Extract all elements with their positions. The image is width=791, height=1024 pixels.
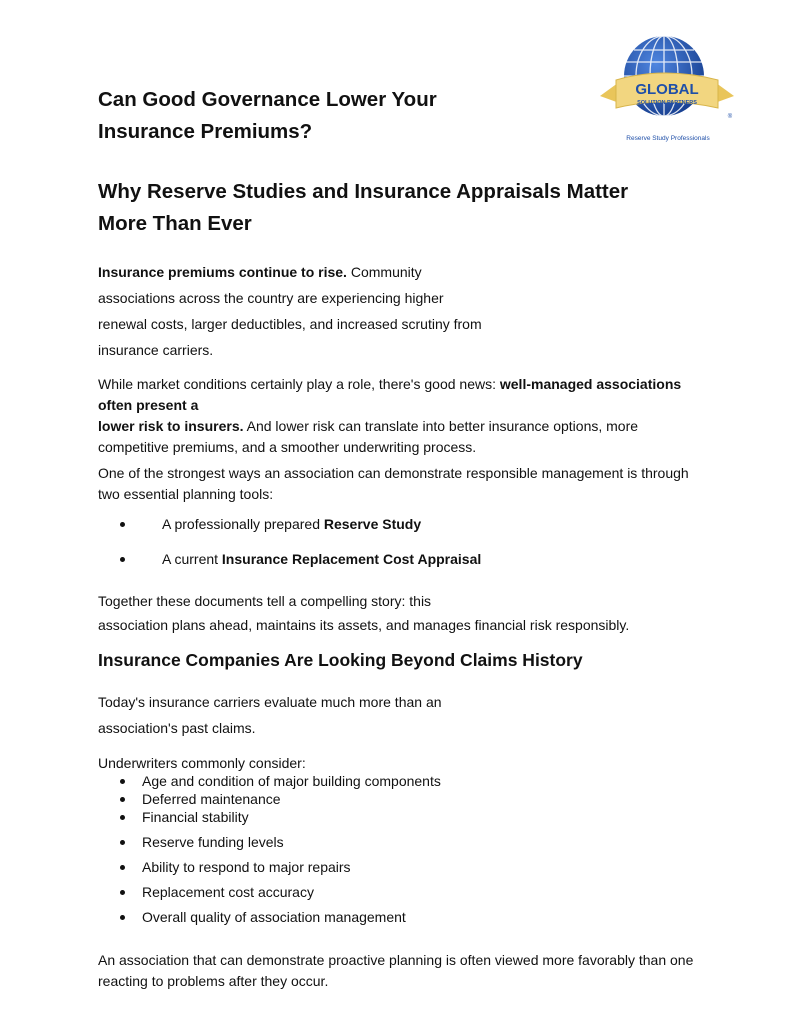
closing-paragraph: An association that can demonstrate proactive planning is often viewed more favorably than one reacting to problems after they occur. [98, 952, 694, 989]
registered-mark: ® [727, 114, 733, 120]
list-item: Ability to respond to major repairs [122, 857, 351, 878]
list-item: Overall quality of association management [122, 907, 406, 928]
good-news-rest: And lower risk can translate into better insurance options, more competitive premiums, and a smoother underwriting process. [98, 418, 639, 455]
compelling-story-paragraph: Together these documents tell a compelling story: this association plans ahead, maintains its assets, and manages financial risk responsibly. [98, 593, 630, 633]
logo-tagline: SOLUTION PARTNERS [637, 100, 697, 106]
list-item: Financial stability [122, 807, 249, 828]
list-item: Deferred maintenance [122, 789, 281, 810]
list-item: Replacement cost accuracy [122, 882, 314, 903]
page-subtitle: Why Reserve Studies and Insurance Appraisals Matter More Than Ever [98, 180, 629, 235]
carriers-paragraph: Today's insurance carriers evaluate much more than an association's past claims. [98, 694, 442, 736]
intro-paragraph [98, 259, 488, 363]
intro-rest: Community associations across the country are experiencing higher renewal costs, larger deductibles, and increased scrutiny from insurance carriers. [98, 264, 482, 358]
tool-item-appraisal: A current Insurance Replacement Cost Appraisal [122, 549, 481, 570]
page-title: Can Good Governance Lower Your Insurance Premiums? [98, 88, 437, 143]
good-news-bold-2: lower risk to insurers. [98, 418, 244, 434]
considerations-intro: Underwriters commonly consider: [98, 755, 306, 771]
good-news-bold-1: well-managed associations often present a [98, 376, 682, 413]
tool-item-reserve-study: A professionally prepared Reserve Study [122, 514, 421, 535]
good-news-start: While market conditions certainly play a role, there's good news: [98, 376, 500, 392]
logo-caption: Reserve Study Professionals [626, 135, 710, 142]
list-item: Age and condition of major building components [122, 771, 441, 792]
list-item: Reserve funding levels [122, 832, 284, 853]
good-news-paragraph [98, 374, 698, 458]
section-heading: Insurance Companies Are Looking Beyond Claims History [98, 650, 583, 670]
intro-lead: Insurance premiums continue to rise. [98, 264, 347, 280]
planning-tools-paragraph: One of the strongest ways an association can demonstrate responsible management is through two essential planning tools: [98, 465, 689, 502]
global-solution-partners-logo [592, 30, 742, 148]
logo-name: GLOBAL [635, 81, 699, 98]
